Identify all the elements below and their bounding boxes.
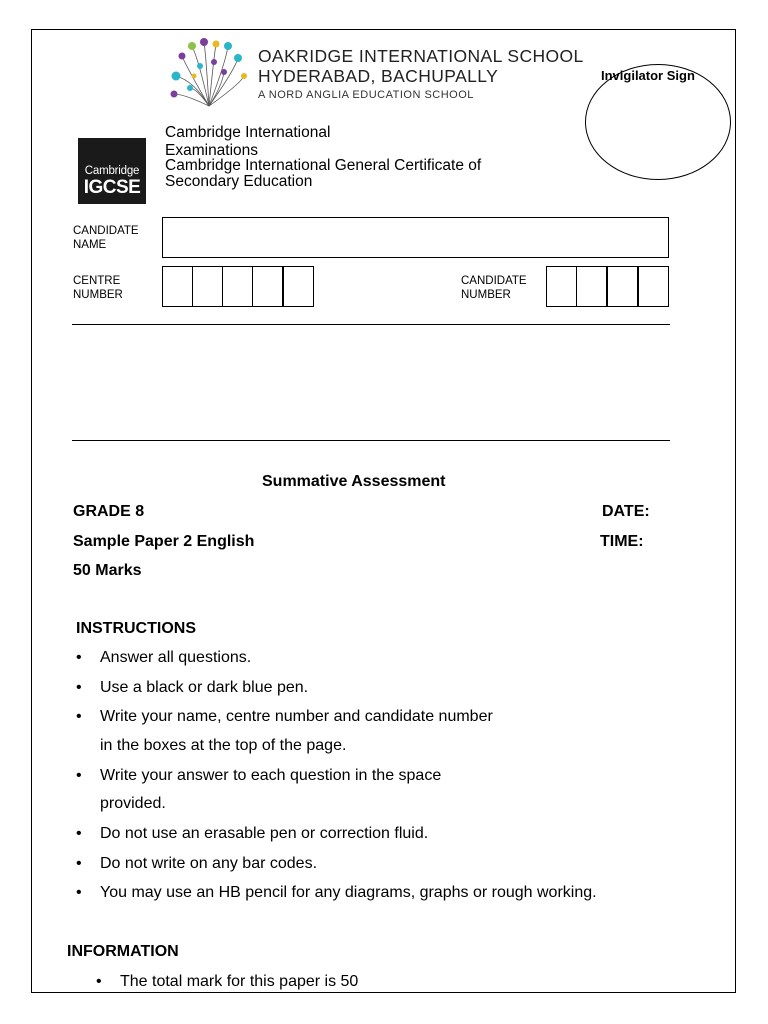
candidate-number-box[interactable] bbox=[607, 266, 638, 307]
instruction-item-continued: in the boxes at the top of the page. bbox=[100, 737, 347, 754]
assessment-title: Summative Assessment bbox=[262, 473, 446, 490]
information-item: The total mark for this paper is 50 bbox=[120, 973, 359, 990]
bullet: • bbox=[76, 855, 82, 872]
instruction-item-continued: provided. bbox=[100, 795, 166, 812]
centre-number-box[interactable] bbox=[283, 266, 314, 307]
exam-board-line4: Secondary Education bbox=[165, 172, 313, 190]
information-heading: INFORMATION bbox=[67, 943, 179, 960]
candidate-name-field[interactable] bbox=[162, 217, 669, 258]
bullet: • bbox=[76, 708, 82, 725]
bullet: • bbox=[96, 973, 102, 990]
instruction-item: Write your answer to each question in the space bbox=[100, 767, 442, 784]
centre-number-label-line1: CENTRE bbox=[73, 275, 121, 287]
school-name-line1: OAKRIDGE INTERNATIONAL SCHOOL bbox=[258, 46, 584, 66]
centre-number-box[interactable] bbox=[162, 266, 193, 307]
exam-board-text bbox=[165, 125, 481, 189]
centre-number-box[interactable] bbox=[222, 266, 253, 307]
bullet: • bbox=[76, 825, 82, 842]
exam-board-line2: Examinations bbox=[165, 141, 259, 159]
invigilator-sign-label: Invigilator Sign bbox=[601, 68, 695, 83]
date-label: DATE: bbox=[602, 503, 650, 520]
bullet: • bbox=[76, 767, 82, 784]
instruction-item: Do not write on any bar codes. bbox=[100, 855, 318, 872]
instruction-item: Do not use an erasable pen or correction fluid. bbox=[100, 825, 429, 842]
centre-number-label-line2: NUMBER bbox=[73, 289, 123, 301]
candidate-number-label-line2: NUMBER bbox=[461, 289, 511, 301]
instruction-item: You may use an HB pencil for any diagrams, graphs or rough working. bbox=[100, 884, 597, 901]
instruction-item: Answer all questions. bbox=[100, 649, 252, 666]
centre-number-box[interactable] bbox=[252, 266, 283, 307]
cambridge-igcse-logo bbox=[78, 138, 146, 204]
centre-number-box[interactable] bbox=[192, 266, 223, 307]
bullet: • bbox=[76, 884, 82, 901]
candidate-number-box[interactable] bbox=[638, 266, 669, 307]
candidate-number-label-line1: CANDIDATE bbox=[461, 275, 527, 287]
time-label: TIME: bbox=[600, 533, 644, 550]
marks-label: 50 Marks bbox=[73, 562, 142, 579]
divider-bottom bbox=[72, 440, 670, 441]
paper-title: Sample Paper 2 English bbox=[73, 533, 255, 550]
candidate-number-label bbox=[461, 274, 527, 302]
school-name bbox=[258, 46, 584, 101]
bullet: • bbox=[76, 649, 82, 666]
candidate-number-box[interactable] bbox=[576, 266, 607, 307]
school-name-line2: HYDERABAD, BACHUPALLY bbox=[258, 66, 499, 86]
school-emblem-icon bbox=[164, 36, 254, 110]
centre-number-label bbox=[73, 274, 123, 302]
instruction-item: Write your name, centre number and candidate number bbox=[100, 708, 493, 725]
instructions-heading: INSTRUCTIONS bbox=[76, 620, 196, 637]
badge-line1: Cambridge bbox=[84, 165, 140, 177]
divider-top bbox=[72, 324, 670, 325]
candidate-name-label-line1: CANDIDATE bbox=[73, 225, 139, 237]
badge-line2: IGCSE bbox=[83, 177, 141, 198]
instruction-item: Use a black or dark blue pen. bbox=[100, 679, 309, 696]
exam-board-line1: Cambridge International bbox=[165, 124, 331, 141]
school-tagline: A NORD ANGLIA EDUCATION SCHOOL bbox=[258, 89, 474, 101]
candidate-name-label-line2: NAME bbox=[73, 239, 107, 251]
candidate-name-label bbox=[73, 224, 139, 252]
exam-board-line3: Cambridge International General Certificate of bbox=[165, 157, 482, 174]
candidate-number-box[interactable] bbox=[546, 266, 577, 307]
bullet: • bbox=[76, 679, 82, 696]
grade-label: GRADE 8 bbox=[73, 503, 145, 520]
